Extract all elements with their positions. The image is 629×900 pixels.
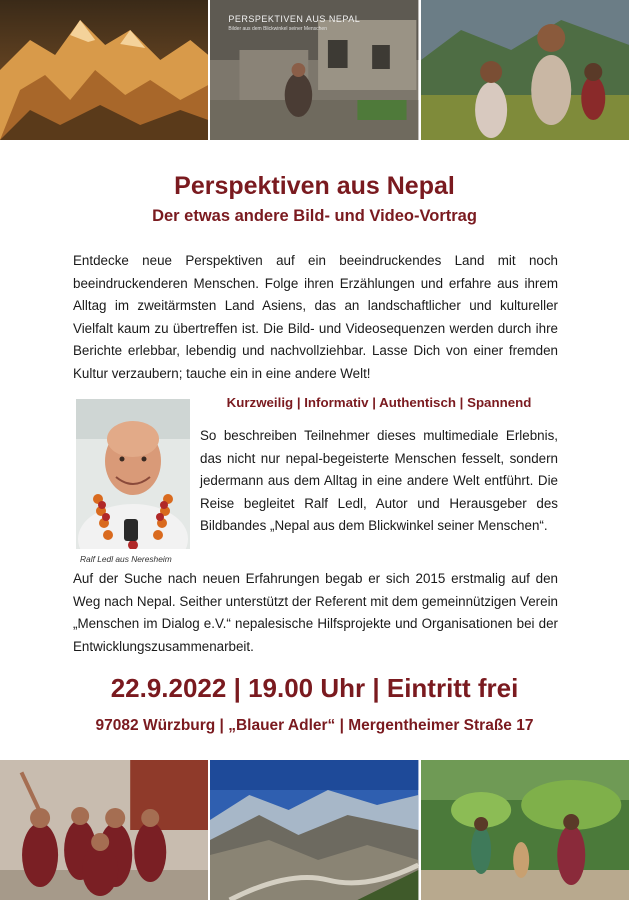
footer-photo-strip	[0, 760, 629, 900]
portrait-caption: Ralf Ledl aus Neresheim	[80, 554, 172, 564]
page-title: Perspektiven aus Nepal	[174, 172, 455, 200]
outro-paragraph: Auf der Suche nach neuen Erfahrungen begab er sich 2015 erstmalig auf den Weg nach Nepal. Seither unterstützt der Referent mit dem gemeinnützigen Verein „Menschen im Dialog e.V.“ nepalesische Hilfsprojekte und Organisationen bei der Entwicklungszusammenarbeit.	[73, 571, 558, 654]
tagline: Kurzweilig | Informativ | Authentisch | Spannend	[226, 395, 532, 410]
village-photo	[210, 0, 418, 140]
photo-overlay-subtitle: Bilder aus dem Blickwinkel seiner Menschen	[228, 26, 327, 32]
photo-overlay-title: PERSPEKTIVEN AUS NEPAL	[228, 14, 361, 24]
mountain-valley-photo	[210, 760, 418, 900]
event-venue: 97082 Würzburg | „Blauer Adler“ | Mergentheimer Straße 17	[95, 717, 534, 734]
intro-paragraph: Entdecke neue Perspektiven auf ein beeindruckendes Land mit noch beeindruckenderen Menschen. Folge ihren Erzählungen und erfahre aus ihrem Alltag im zweitärmsten Land Asiens, das an landschaftlicher und kultureller Vielfalt kaum zu übertreffen ist. Die Bild- und Videosequenzen werden durch ihre Berichte erlebbar, lebendig und nachvollziehbar. Lasse Dich von einer fremden Kultur verzaubern; tauche ein in eine andere Welt!	[73, 253, 558, 381]
women-carrying-grass-photo	[421, 760, 629, 900]
monks-photo	[0, 760, 208, 900]
speaker-paragraph: So beschreiben Teilnehmer dieses multimediale Erlebnis, das nicht nur nepal-begeisterte Menschen fesselt, sondern jedermann aus dem Alltag in eine andere Welt entführt. Die Reise begleitet Ralf Ledl, Autor und Herausgeber des Bildbandes „Nepal aus dem Blickwinkel seiner Menschen“.	[200, 428, 558, 533]
mountain-peaks-photo	[0, 0, 208, 140]
children-photo	[421, 0, 629, 140]
event-date-time: 22.9.2022 | 19.00 Uhr | Eintritt frei	[110, 673, 519, 703]
page-subtitle: Der etwas andere Bild- und Video-Vortrag	[152, 207, 477, 225]
speaker-portrait	[76, 399, 190, 549]
header-photo-strip	[0, 0, 629, 140]
